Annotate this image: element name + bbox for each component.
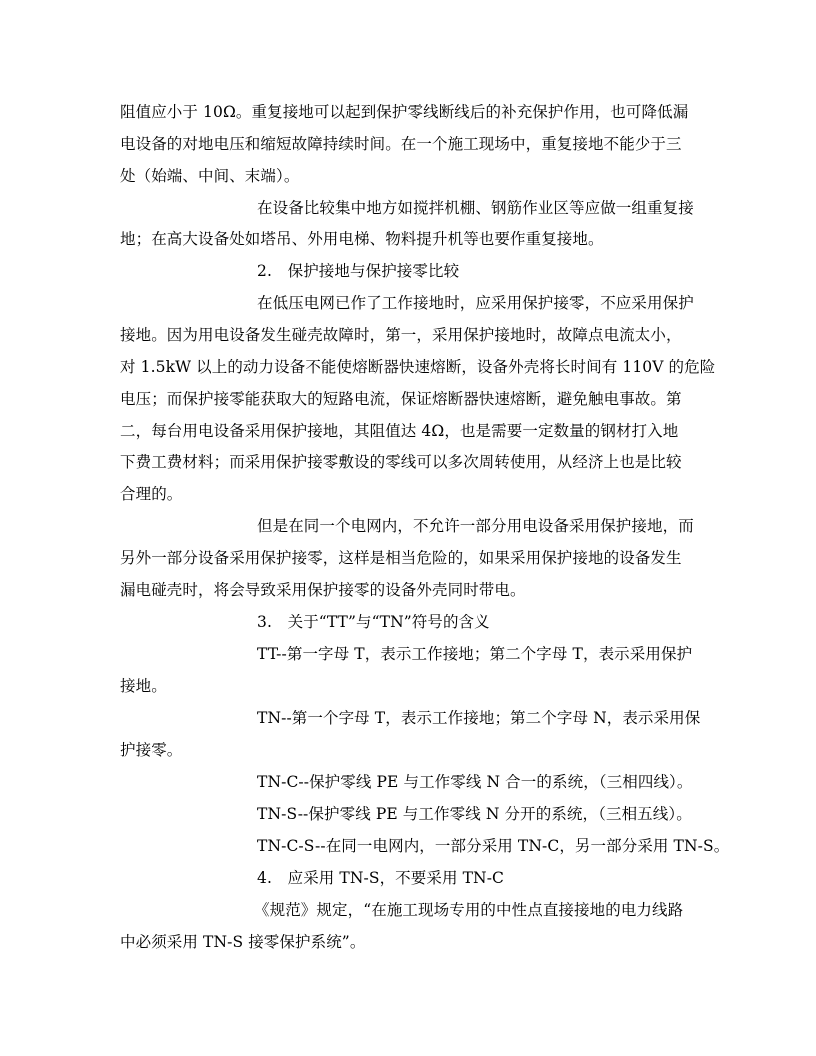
- paragraph-line: 另外一部分设备采用保护接零，这样是相当危险的，如果采用保护接地的设备发生: [120, 549, 682, 567]
- paragraph-line: 二，每台用电设备采用保护接地，其阻值达 4Ω，也是需要一定数量的钢材打入地: [120, 422, 679, 440]
- paragraph-line: 处（始端、中间、末端）。: [120, 167, 300, 185]
- paragraph-line: 在设备比较集中地方如搅拌机棚、钢筋作业区等应做一组重复接: [257, 199, 694, 217]
- paragraph-line: 电设备的对地电压和缩短故障持续时间。在一个施工现场中，重复接地不能少于三: [120, 135, 682, 153]
- paragraph-line: 《规范》规定，“在施工现场专用的中性点直接接地的电力线路: [254, 901, 684, 919]
- paragraph-line: 但是在同一个电网内，不允许一部分用电设备采用保护接地，而: [257, 517, 694, 535]
- paragraph-line: 阻值应小于 10Ω。重复接地可以起到保护零线断线后的补充保护作用，也可降低漏: [120, 103, 689, 121]
- paragraph-line: 接地。: [120, 677, 167, 695]
- paragraph-line: 在低压电网已作了工作接地时，应采用保护接零，不应采用保护: [257, 294, 694, 312]
- paragraph-line: TN-C--保护零线 PE 与工作零线 N 合一的系统，（三相四线）。: [257, 773, 693, 791]
- paragraph-line: 护接零。: [120, 741, 183, 759]
- paragraph-line: TN-C-S--在同一电网内，一部分采用 TN-C，另一部分采用 TN-S。: [257, 837, 730, 855]
- paragraph-line: TT--第一字母 T，表示工作接地；第二个字母 T，表示采用保护: [257, 645, 693, 663]
- section-heading: 2. 保护接地与保护接零比较: [257, 262, 460, 280]
- paragraph-line: TN-S--保护零线 PE 与工作零线 N 分开的系统，（三相五线）。: [257, 805, 692, 823]
- section-heading: 3. 关于“TT”与“TN”符号的含义: [257, 613, 490, 631]
- paragraph-line: 下费工费材料；而采用保护接零敷设的零线可以多次周转使用，从经济上也是比较: [120, 453, 682, 471]
- paragraph-line: 地；在高大设备处如塔吊、外用电梯、物料提升机等也要作重复接地。: [120, 230, 604, 248]
- paragraph-line: 中必须采用 TN-S 接零保护系统”。: [120, 933, 366, 951]
- section-heading: 4. 应采用 TN-S，不要采用 TN-C: [257, 869, 504, 887]
- paragraph-line: 漏电碰壳时，将会导致采用保护接零的设备外壳同时带电。: [120, 581, 526, 599]
- paragraph-line: 电压；而保护接零能获取大的短路电流，保证熔断器快速熔断，避免触电事故。第: [120, 390, 682, 408]
- paragraph-line: TN--第一个字母 T，表示工作接地；第二个字母 N，表示采用保: [257, 709, 701, 727]
- paragraph-line: 合理的。: [120, 485, 183, 503]
- paragraph-line: 对 1.5kW 以上的动力设备不能使熔断器快速熔断，设备外壳将长时间有 110V 的危险: [120, 358, 716, 376]
- paragraph-line: 接地。因为用电设备发生碰壳故障时，第一，采用保护接地时，故障点电流太小，: [120, 326, 682, 344]
